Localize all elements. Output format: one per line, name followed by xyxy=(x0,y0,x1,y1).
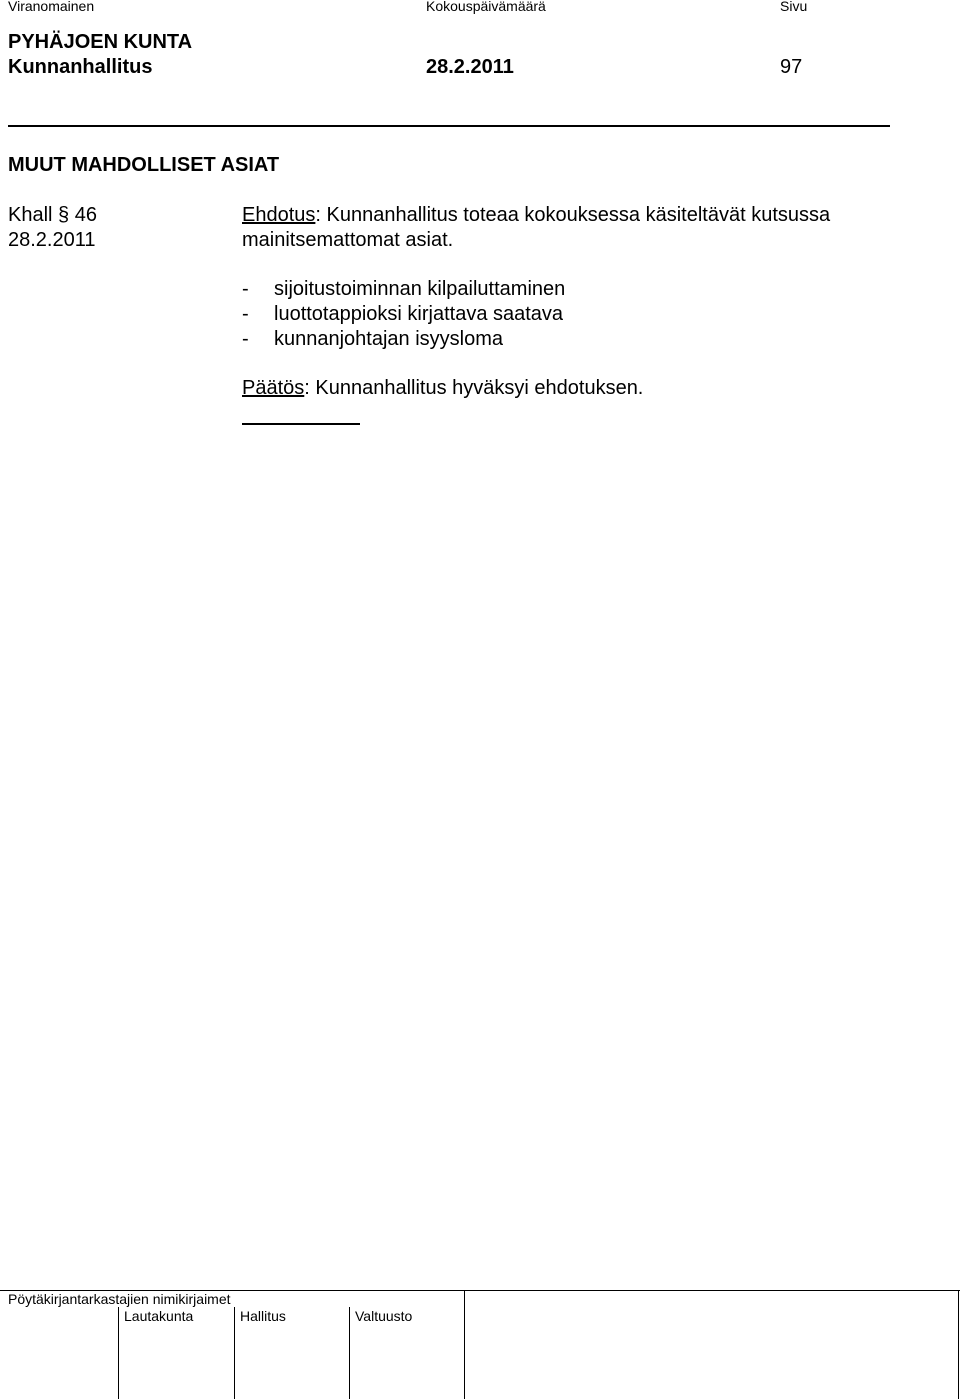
section-heading: MUUT MAHDOLLISET ASIAT xyxy=(8,154,280,176)
bullet-item: kunnanjohtajan isyysloma xyxy=(274,328,504,350)
footer-title: Pöytäkirjantarkastajien nimikirjaimet xyxy=(8,1291,231,1307)
header-authority-label: Viranomainen xyxy=(8,0,95,14)
footer-col-divider xyxy=(118,1307,119,1399)
footer-col-divider xyxy=(349,1307,350,1399)
proposal-line-1 xyxy=(242,204,830,227)
end-rule xyxy=(242,423,360,425)
proposal-text: : Kunnanhallitus toteaa kokouksessa käsiteltävät kutsussa xyxy=(315,204,831,226)
authority-name: Kunnanhallitus xyxy=(8,56,153,78)
decision-label: Päätös xyxy=(242,377,305,399)
proposal-line-2: mainitsemattomat asiat. xyxy=(242,229,454,251)
item-date: 28.2.2011 xyxy=(8,229,96,251)
footer-col-valtuusto: Valtuusto xyxy=(355,1308,413,1324)
meeting-date: 28.2.2011 xyxy=(426,56,514,78)
header-page-label: Sivu xyxy=(780,0,808,14)
bullet-marker: - xyxy=(242,303,249,325)
section-sign-icon: § xyxy=(58,204,70,226)
item-ref-number: 46 xyxy=(74,204,97,226)
footer-col-hallitus: Hallitus xyxy=(240,1308,286,1324)
decision-text: : Kunnanhallitus hyväksyi ehdotuksen. xyxy=(304,377,644,399)
decision-line xyxy=(242,377,643,400)
bullet-marker: - xyxy=(242,278,249,300)
footer-title-divider xyxy=(464,1291,465,1308)
bullet-marker: - xyxy=(242,328,249,350)
footer-col-divider xyxy=(234,1307,235,1399)
bullet-item: luottotappioksi kirjattava saatava xyxy=(274,303,564,325)
proposal-label: Ehdotus xyxy=(242,204,316,226)
header-divider xyxy=(8,125,890,127)
footer-col-divider xyxy=(464,1307,465,1399)
header-date-label: Kokouspäivämäärä xyxy=(426,0,546,14)
footer-col-lautakunta: Lautakunta xyxy=(124,1308,194,1324)
bullet-item: sijoitustoiminnan kilpailuttaminen xyxy=(274,278,566,300)
item-reference xyxy=(8,204,97,227)
page-number: 97 xyxy=(780,56,803,78)
item-ref-prefix: Khall xyxy=(8,204,53,226)
organization-name: PYHÄJOEN KUNTA xyxy=(8,31,193,53)
footer-right-border xyxy=(958,1290,959,1399)
